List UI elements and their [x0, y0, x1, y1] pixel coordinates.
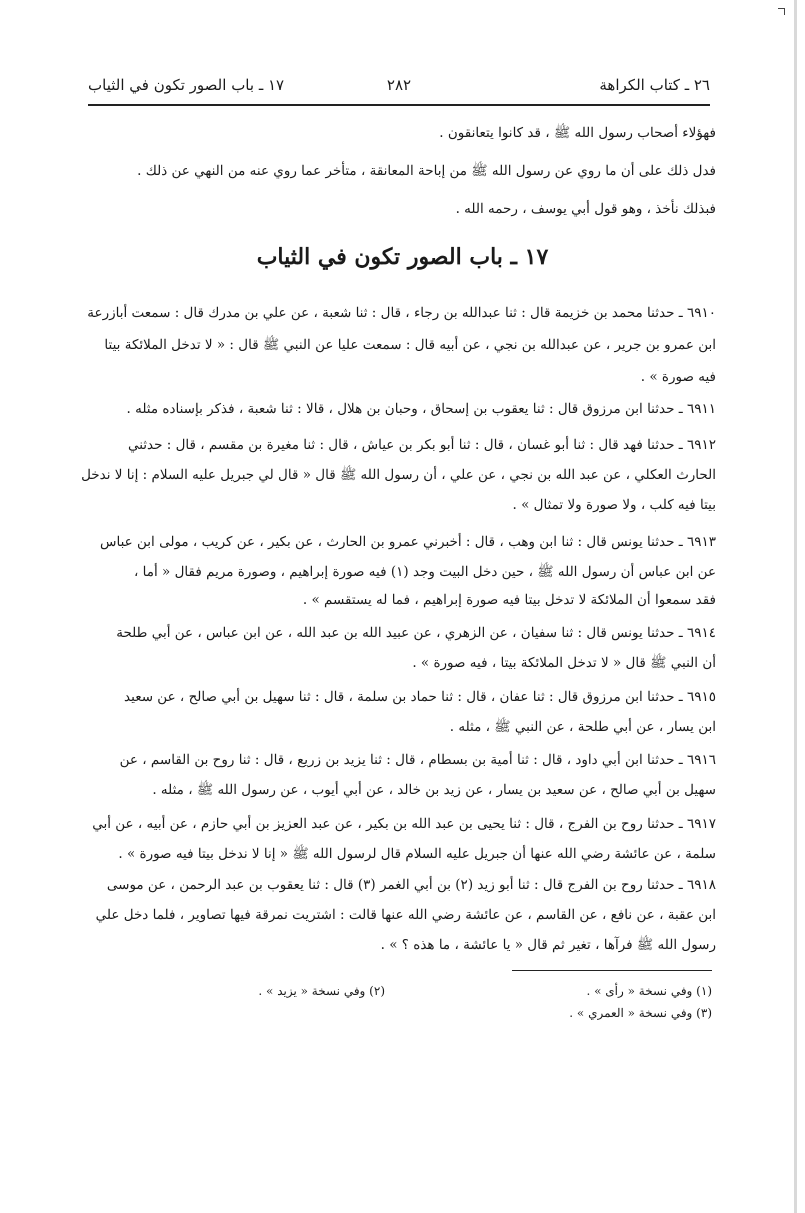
footnote-3: (٣) وفي نسخة « العمري » . [569, 1006, 712, 1020]
hadith-line: ٦٩١٣ ـ حدثنا يونس قال : ثنا ابن وهب ، قال : أخبرني عمرو بن الحارث ، عن بكير ، عن كريب ، مولى ابن عباس [99, 534, 716, 550]
hadith-line: فيه صورة » . [640, 369, 716, 385]
intro-line: فدل ذلك على أن ما روي عن رسول الله ﷺ من إباحة المعانقة ، متأخر عما روي عنه من النهي عن ذلك . [137, 163, 716, 179]
hadith-line: ٦٩١٠ ـ حدثنا محمد بن خزيمة قال : ثنا عبدالله بن رجاء ، قال : ثنا شعبة ، عن علي بن مدرك قال : سمعت أبازرعة [87, 305, 716, 321]
hadith-line: بيتا فيه كلب ، ولا صورة ولا تمثال » . [512, 497, 716, 513]
hadith-line: رسول الله ﷺ فرآها ، تغير ثم قال « يا عائشة ، ما هذه ؟ » . [380, 937, 716, 953]
hadith-line: سهيل بن أبي صالح ، عن سعيد بن يسار ، عن زيد بن خالد ، عن أبي أيوب ، عن رسول الله ﷺ ، مثله . [152, 782, 716, 798]
page-number: ٢٨٢ [386, 76, 412, 94]
header-section: ١٧ ـ باب الصور تكون في الثياب [88, 76, 285, 94]
scan-edge [794, 0, 797, 1213]
hadith-line: أن النبي ﷺ قال « لا تدخل الملائكة بيتا ، فيه صورة » . [412, 655, 716, 671]
hadith-line: ٦٩١٢ ـ حدثنا فهد قال : ثنا أبو غسان ، قال : ثنا أبو بكر بن عياش ، قال : ثنا مغيرة بن مقسم ، قال : حدثني [127, 437, 716, 453]
intro-line: فبذلك نأخذ ، وهو قول أبي يوسف ، رحمه الله . [455, 201, 716, 217]
hadith-line: ٦٩١٨ ـ حدثنا روح بن الفرج قال : ثنا أبو زيد (٢) بن أبي الغمر (٣) قال : ثنا يعقوب بن عبد الرحمن ، عن موسى [106, 877, 716, 893]
page-header [88, 70, 710, 104]
hadith-line: ابن عمرو بن جرير ، عن عبدالله بن نجي ، عن أبيه قال : سمعت عليا عن النبي ﷺ قال : « لا تدخل الملائكة بيتا [104, 337, 716, 353]
hadith-line: سلمة ، عن عائشة رضي الله عنها أن جبريل عليه السلام قال لرسول الله ﷺ « إنا لا ندخل بيتا فيه صورة » . [118, 846, 716, 862]
footnote-1: (١) وفي نسخة « رأى » . [586, 984, 712, 998]
hadith-line: الحارث العكلي ، عن عبد الله بن نجي ، عن علي ، أن رسول الله ﷺ قال « قال لي جبريل عليه السلام : إنا لا ندخل [81, 467, 716, 483]
hadith-line: ٦٩١٧ ـ حدثنا روح بن الفرج ، قال : ثنا يحيى بن عبد الله بن بكير ، عن عبد العزيز بن أبي حازم ، عن أبيه ، عن أبي [92, 816, 716, 832]
header-rule [88, 104, 710, 106]
footnote-rule [512, 970, 712, 971]
hadith-line: ٦٩١٦ ـ حدثنا ابن أبي داود ، قال : ثنا أمية بن بسطام ، قال : ثنا يزيد بن زريع ، قال : ثنا روح بن القاسم ، عن [119, 752, 716, 768]
header-chapter: ٢٦ ـ كتاب الكراهة [599, 76, 710, 94]
footnote-2: (٢) وفي نسخة « يزيد » . [258, 984, 385, 998]
hadith-line: ٦٩١٥ ـ حدثنا ابن مرزوق قال : ثنا عفان ، قال : ثنا حماد بن سلمة ، قال : ثنا سهيل بن أبي صالح ، عن سعيد [124, 689, 716, 705]
hadith-line: فقد سمعوا أن الملائكة لا تدخل بيتا فيه صورة إبراهيم ، فما له يستقسم » . [302, 592, 716, 608]
hadith-line: ابن عقبة ، عن نافع ، عن القاسم ، عن عائشة رضي الله عنها قالت : اشتريت نمرقة فيها تصاوير ، فلما دخل علي [95, 907, 716, 923]
hadith-line: عن ابن عباس أن رسول الله ﷺ ، حين دخل البيت وجد (١) فيه صورة إبراهيم ، وصورة مريم فقال « أما ، [134, 564, 716, 580]
hadith-line: ابن يسار ، عن أبي طلحة ، عن النبي ﷺ ، مثله . [449, 719, 716, 735]
section-title: ١٧ ـ باب الصور تكون في الثياب [256, 244, 549, 270]
crop-mark [778, 8, 785, 15]
hadith-line: ٦٩١٤ ـ حدثنا يونس قال : ثنا سفيان ، عن الزهري ، عن عبيد الله بن عبد الله ، عن ابن عباس ، عن أبي طلحة [116, 625, 716, 641]
intro-line: فهؤلاء أصحاب رسول الله ﷺ ، قد كانوا يتعانقون . [439, 125, 716, 141]
hadith-line: ٦٩١١ ـ حدثنا ابن مرزوق قال : ثنا يعقوب بن إسحاق ، وحبان بن هلال ، قالا : ثنا شعبة ، فذكر بإسناده مثله . [126, 401, 716, 417]
